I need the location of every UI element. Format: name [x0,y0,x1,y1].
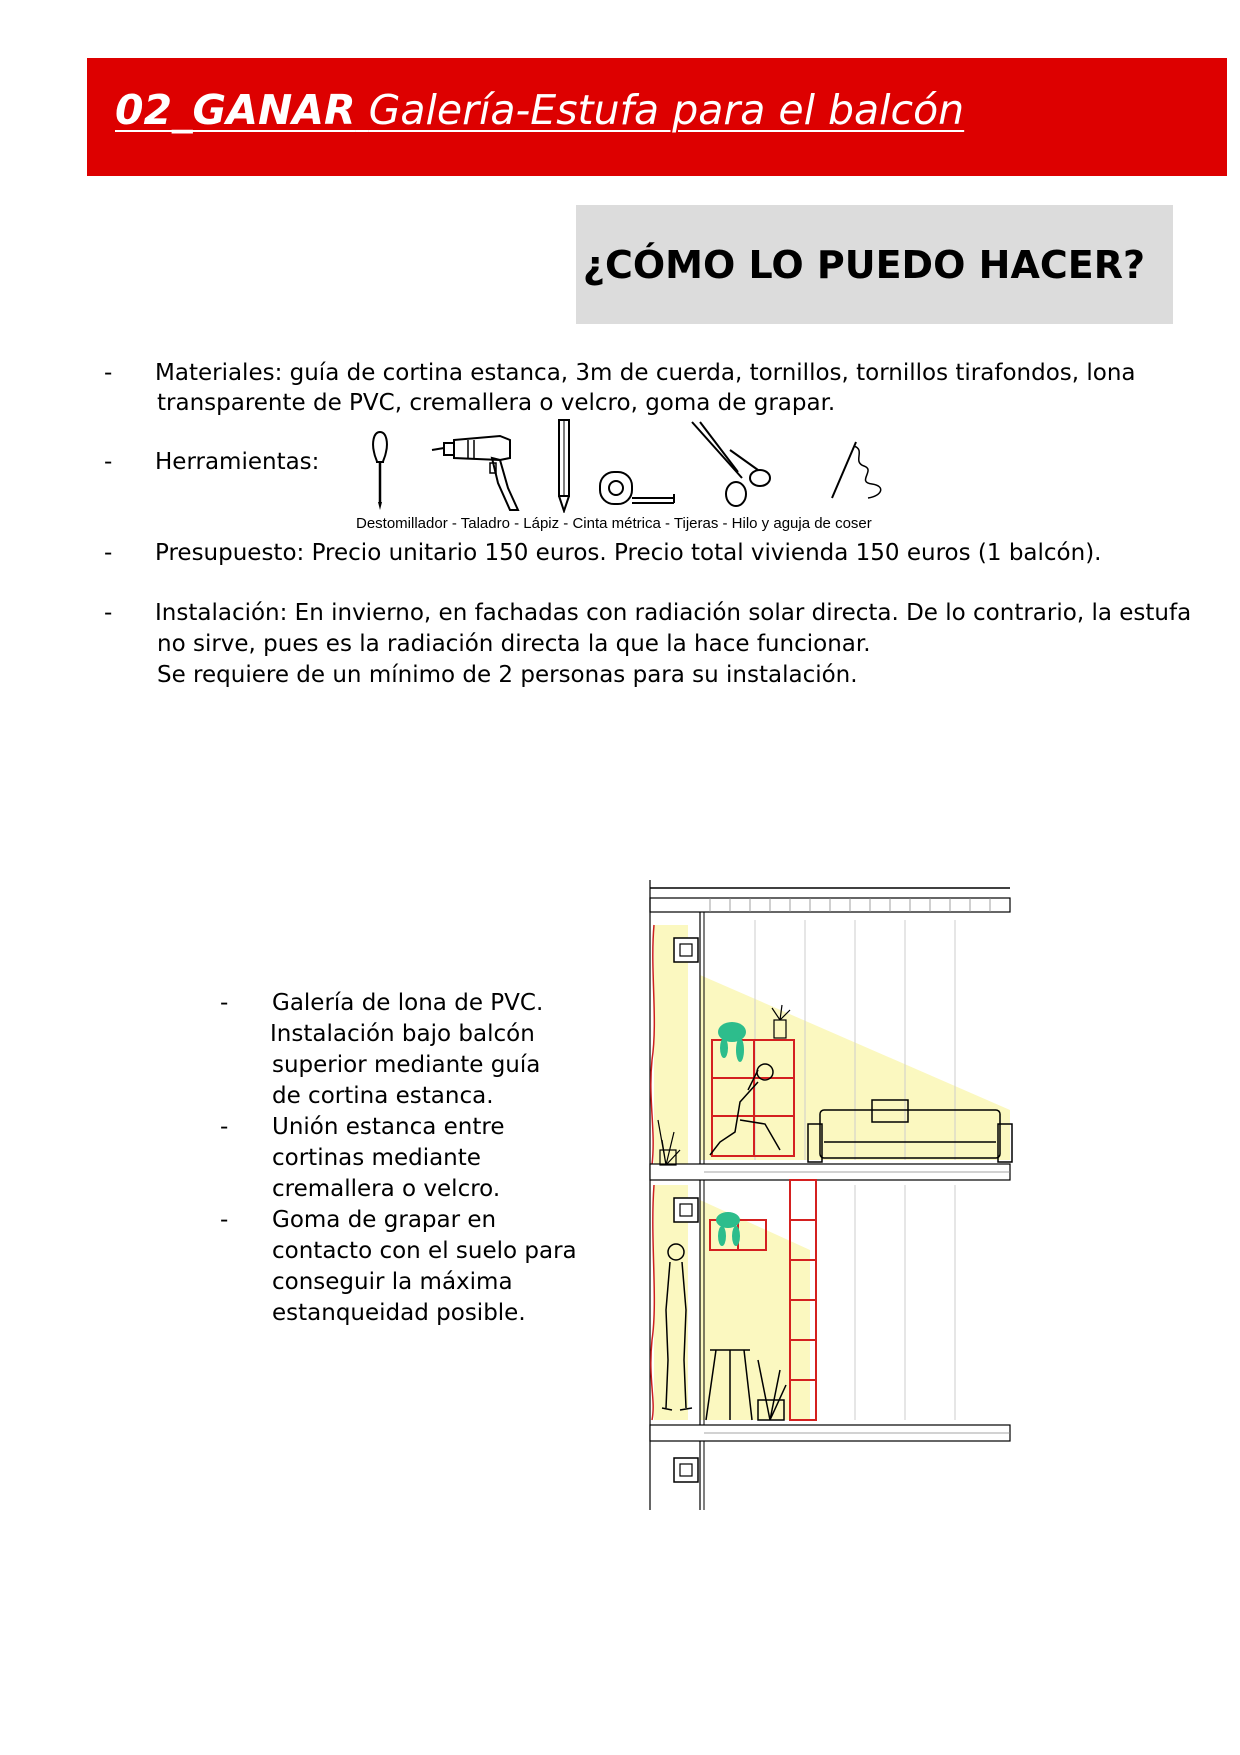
screwdriver-icon [365,430,395,512]
note-3-line-1: Goma de grapar en [272,1207,497,1233]
note-3-line-3: conseguir la máxima [272,1269,513,1295]
title-code: 02_GANAR [115,86,356,134]
instalacion-line-1: Instalación: En invierno, en fachadas con radiación solar directa. De lo contrario, la estufa [155,600,1192,626]
section-drawing [640,880,1020,1510]
note-1-line-4: de cortina estanca. [272,1083,494,1109]
how-box [576,205,1173,324]
note-dash: - [220,1114,229,1140]
sunlight-lower [700,1200,810,1420]
pvc-curtain-lower [651,1185,654,1420]
note-3-line-2: contacto con el suelo para [272,1238,577,1264]
instalacion-line-3: Se requiere de un mínimo de 2 personas para su instalación. [157,662,858,688]
bullet-dash: - [104,600,113,626]
note-1-line-2: Instalación bajo balcón [270,1021,535,1047]
note-2-line-1: Unión estanca entre [272,1114,505,1140]
bullet-dash: - [104,540,113,566]
drill-icon [430,428,525,513]
note-2-line-2: cortinas mediante [272,1145,481,1171]
page-title [115,86,964,134]
herramientas-label: Herramientas: [155,449,320,475]
materiales-line-2: transparente de PVC, cremallera o velcro, goma de grapar. [157,390,836,416]
note-3-line-4: estanqueidad posible. [272,1300,526,1326]
bullet-dash: - [104,449,113,475]
tape-measure-icon [598,462,678,507]
how-box-text: ¿CÓMO LO PUEDO HACER? [582,243,1145,287]
pencil-icon [556,418,572,513]
title-banner [87,58,1227,176]
tools-caption: Destomillador - Taladro - Lápiz - Cinta métrica - Tijeras - Hilo y aguja de coser [356,515,872,532]
note-1-line-1: Galería de lona de PVC. [272,990,544,1016]
materiales-line-1: Materiales: guía de cortina estanca, 3m de cuerda, tornillos, tornillos tirafondos, lona [155,360,1136,386]
curtain-guide-lower [674,1198,698,1222]
note-2-line-3: cremallera o velcro. [272,1176,501,1202]
note-dash: - [220,1207,229,1233]
presupuesto-line: Presupuesto: Precio unitario 150 euros. Precio total vivienda 150 euros (1 balcón). [155,540,1102,566]
bullet-dash: - [104,360,113,386]
note-1-line-3: superior mediante guía [272,1052,541,1078]
scissors-icon [690,420,772,508]
curtain-guide-upper [674,938,698,962]
note-dash: - [220,990,229,1016]
pvc-curtain-upper [651,925,654,1165]
instalacion-line-2: no sirve, pues es la radiación directa la que la hace funcionar. [157,631,871,657]
needle-thread-icon [826,440,888,502]
title-text: Galería-Estufa para el balcón [368,86,965,134]
